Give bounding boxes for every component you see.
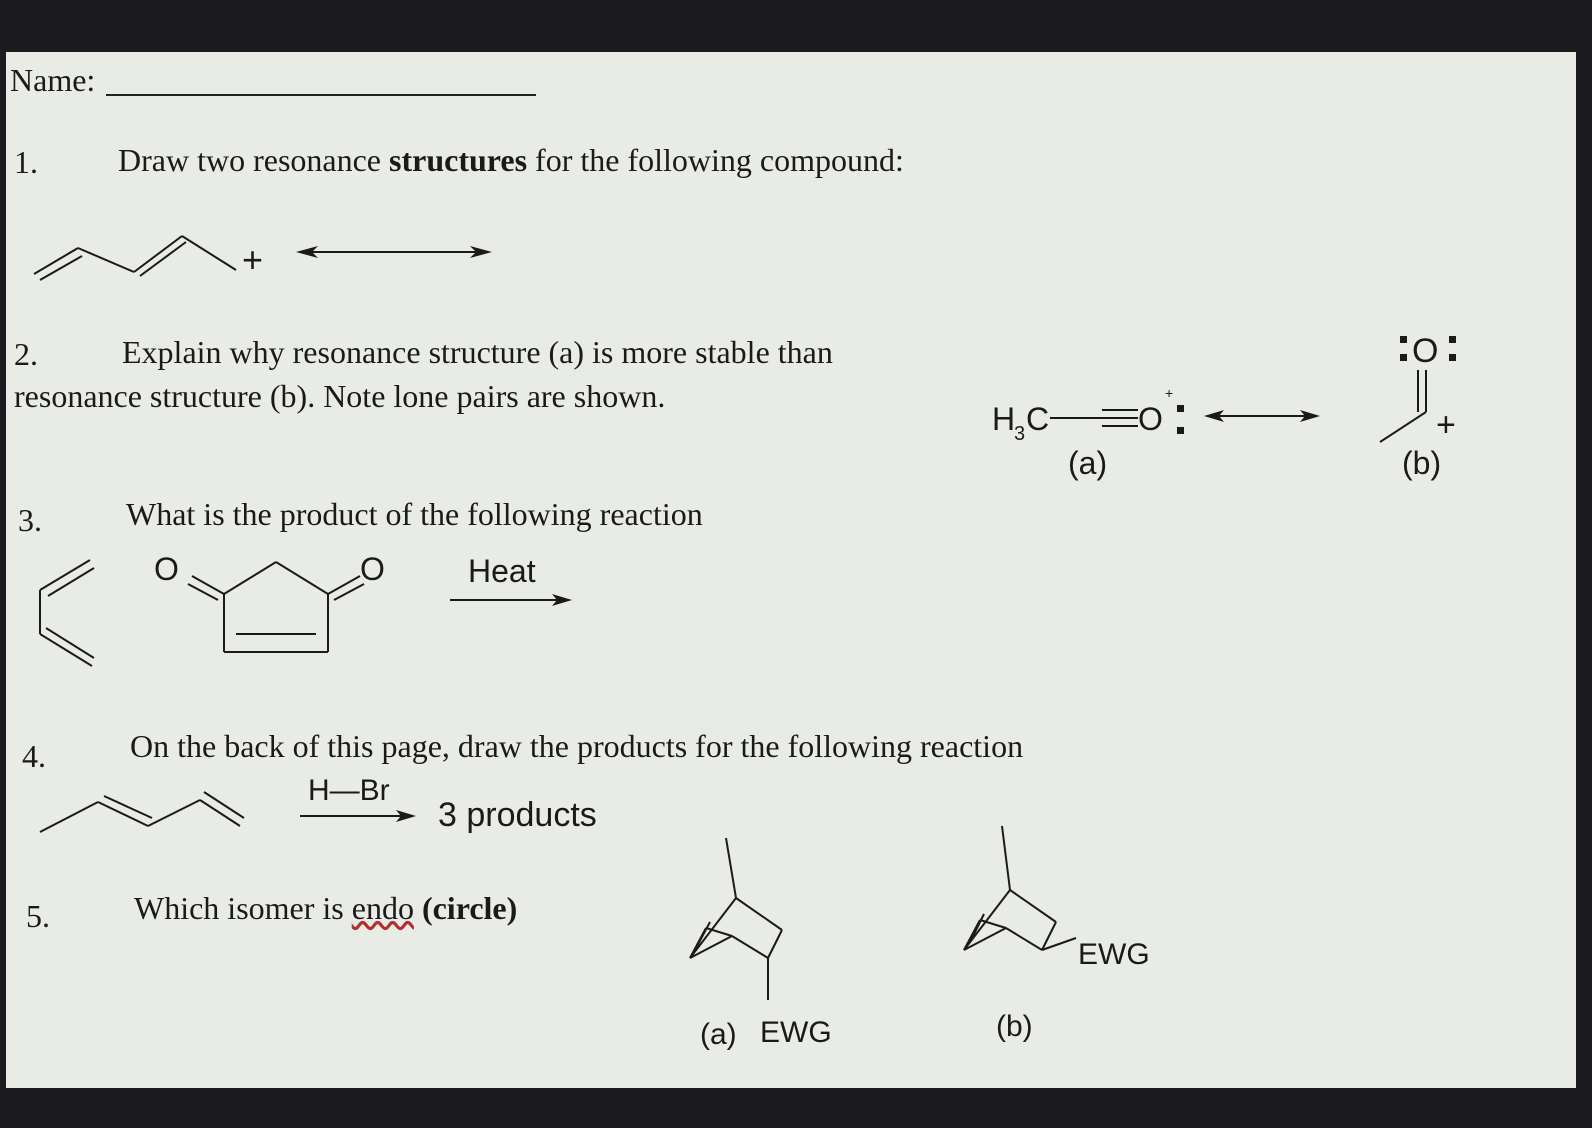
q5-text-pre: Which isomer is [134,890,352,926]
q5-text-endo: endo [351,890,414,926]
name-label: Name: [10,62,96,98]
q2-a-o: O [1138,401,1163,437]
q2-line2: resonance structure (b). Note lone pairs are shown. [14,378,666,414]
q5-text-bold: (circle) [421,890,518,926]
q5-a-label: (a) [700,1018,737,1051]
name-blank-line [106,94,536,96]
q1-charge: + [242,239,264,280]
q4-reagent: H—Br [308,774,390,807]
q3-condition: Heat [468,553,536,589]
q2-a-subscript: 3 [1014,423,1026,445]
q2-b-label: (b) [1402,445,1442,481]
q2-b-lone-pair-dot [1400,336,1407,343]
q2-line1: Explain why resonance structure (a) is more stable than [122,334,833,370]
q4-text: On the back of this page, draw the products for the following reaction [130,728,1024,764]
q1-text-post: for the following compound: [527,142,904,178]
q1-text [118,142,904,179]
q2-b-lone-pair-dot [1400,354,1407,361]
q3-o-right: O [360,551,385,587]
q2-b-charge: + [1436,406,1456,444]
q3-reaction [26,542,586,682]
q1-text-pre: Draw two resonance [118,142,389,178]
q2-a-label: (a) [1068,445,1108,481]
q5-number: 5. [26,898,50,934]
q1-text-bold: structures [389,142,528,178]
q1-structure [6,222,526,292]
q2-b-lone-pair-dot [1449,354,1456,361]
q2-a-lone-pair-dot [1177,405,1184,412]
q2-resonance-structures [966,312,1526,482]
q2-b-lone-pair-dot [1449,336,1456,343]
q2-a-charge: + [1165,385,1174,401]
worksheet-page [6,52,1576,1088]
q3-text: What is the product of the following reaction [126,496,703,532]
q4-reaction [30,766,630,856]
q3-o-left: O [154,551,179,587]
q2-a-lone-pair-dot [1177,427,1184,434]
q4-result: 3 products [438,796,597,834]
q2-a-c: C [1026,401,1050,437]
q3-number: 3. [18,502,42,538]
q5-text [134,890,517,927]
q5-b-ewg: EWG [1078,938,1150,971]
q2-a-h: H [992,401,1016,437]
q5-a-ewg: EWG [760,1016,832,1049]
q2-number: 2. [14,336,38,372]
q5-b-label: (b) [996,1010,1033,1043]
q1-number: 1. [14,144,38,180]
q2-b-o: O [1412,332,1439,370]
q5-isomers [666,818,1226,1058]
q4-number: 4. [22,738,46,774]
